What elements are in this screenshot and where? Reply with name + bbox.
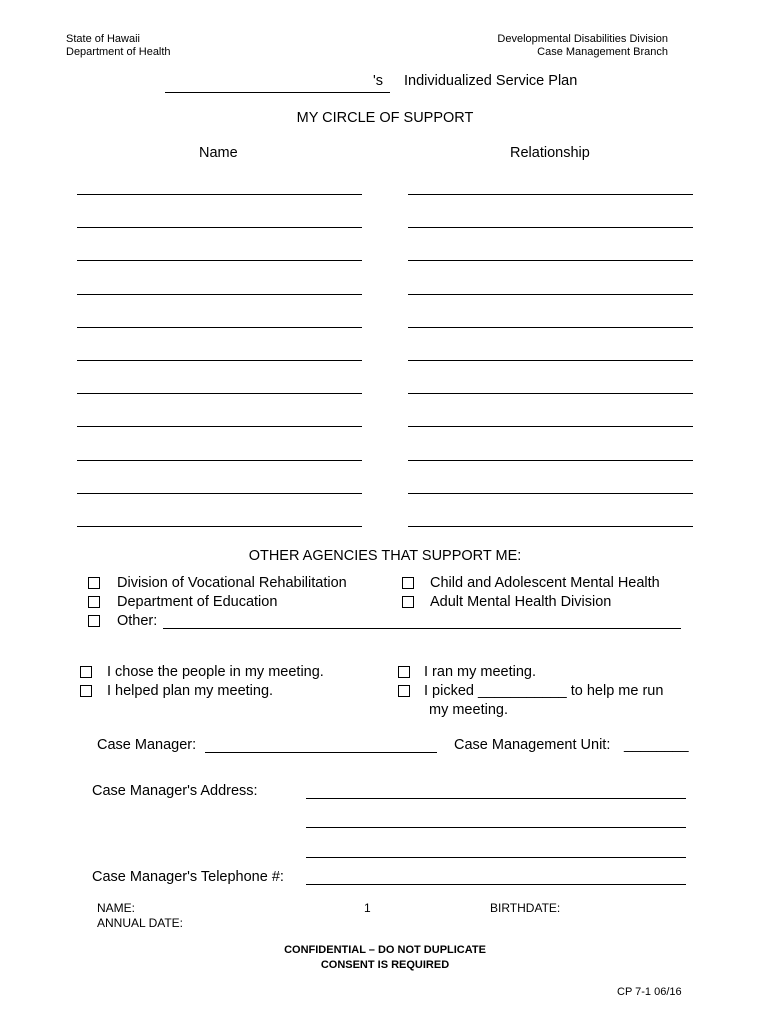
label-other: Other:	[117, 613, 158, 629]
checkbox-picked-helper[interactable]	[398, 685, 410, 697]
support-name-line[interactable]	[77, 426, 362, 427]
support-name-line[interactable]	[77, 260, 362, 261]
support-relationship-line[interactable]	[408, 460, 693, 461]
support-relationship-line[interactable]	[408, 227, 693, 228]
agencies-heading: OTHER AGENCIES THAT SUPPORT ME:	[248, 548, 522, 564]
case-management-unit-label: Case Management Unit:	[454, 737, 611, 753]
page-number: 1	[364, 901, 371, 915]
label-helped-plan: I helped plan my meeting.	[107, 683, 274, 699]
consent-notice: CONSENT IS REQUIRED	[320, 959, 450, 971]
support-name-line[interactable]	[77, 327, 362, 328]
label-child-mental-health: Child and Adolescent Mental Health	[430, 575, 660, 591]
support-name-line[interactable]	[77, 227, 362, 228]
address-label: Case Manager's Address:	[92, 783, 258, 799]
title-possessive: 's	[373, 73, 384, 89]
case-manager-line[interactable]	[205, 752, 437, 753]
header-left	[66, 33, 171, 59]
other-agency-line[interactable]	[163, 628, 681, 629]
support-relationship-line[interactable]	[408, 360, 693, 361]
support-relationship-line[interactable]	[408, 493, 693, 494]
support-name-line[interactable]	[77, 526, 362, 527]
checkbox-other[interactable]	[88, 615, 100, 627]
label-picked-helper-cont: my meeting.	[429, 702, 508, 718]
support-name-line[interactable]	[77, 360, 362, 361]
confidential-notice: CONFIDENTIAL – DO NOT DUPLICATE	[284, 944, 486, 956]
support-relationship-line[interactable]	[408, 260, 693, 261]
checkbox-helped-plan[interactable]	[80, 685, 92, 697]
address-line-2[interactable]	[306, 827, 686, 828]
footer-name-label: NAME:	[97, 901, 136, 915]
case-manager-label: Case Manager:	[97, 737, 197, 753]
support-relationship-line[interactable]	[408, 393, 693, 394]
footer-birthdate-label: BIRTHDATE:	[490, 901, 561, 915]
checkbox-adult-mental-health[interactable]	[402, 596, 414, 608]
department-label: Department of Health	[66, 46, 171, 58]
form-code: CP 7-1 06/16	[617, 986, 682, 998]
footer-annual-label: ANNUAL DATE:	[97, 916, 184, 930]
label-ran-meeting: I ran my meeting.	[424, 664, 537, 680]
circle-heading: MY CIRCLE OF SUPPORT	[296, 110, 474, 126]
support-name-line[interactable]	[77, 493, 362, 494]
support-relationship-line[interactable]	[408, 294, 693, 295]
checkbox-dept-education[interactable]	[88, 596, 100, 608]
label-vocational-rehab: Division of Vocational Rehabilitation	[117, 575, 347, 591]
support-name-line[interactable]	[77, 393, 362, 394]
checkbox-child-mental-health[interactable]	[402, 577, 414, 589]
state-label: State of Hawaii	[66, 33, 140, 45]
address-line-3[interactable]	[306, 857, 686, 858]
case-management-unit-blank[interactable]: ________	[624, 737, 689, 753]
support-relationship-line[interactable]	[408, 327, 693, 328]
support-name-line[interactable]	[77, 294, 362, 295]
label-chose-people: I chose the people in my meeting.	[107, 664, 324, 680]
checkbox-ran-meeting[interactable]	[398, 666, 410, 678]
header-right	[497, 33, 668, 59]
name-column-header: Name	[199, 145, 238, 161]
checkbox-chose-people[interactable]	[80, 666, 92, 678]
telephone-label: Case Manager's Telephone #:	[92, 869, 284, 885]
support-name-line[interactable]	[77, 460, 362, 461]
label-picked-helper: I picked ___________ to help me run	[424, 683, 664, 699]
branch-label: Case Management Branch	[537, 46, 668, 58]
support-name-line[interactable]	[77, 194, 362, 195]
client-name-line[interactable]	[165, 92, 390, 93]
label-dept-education: Department of Education	[117, 594, 278, 610]
support-relationship-line[interactable]	[408, 194, 693, 195]
label-adult-mental-health: Adult Mental Health Division	[430, 594, 612, 610]
page-title: Individualized Service Plan	[404, 73, 578, 89]
checkbox-vocational-rehab[interactable]	[88, 577, 100, 589]
support-relationship-line[interactable]	[408, 526, 693, 527]
address-line-1[interactable]	[306, 798, 686, 799]
support-relationship-line[interactable]	[408, 426, 693, 427]
division-label: Developmental Disabilities Division	[497, 33, 668, 45]
telephone-line[interactable]	[306, 884, 686, 885]
relationship-column-header: Relationship	[510, 145, 590, 161]
